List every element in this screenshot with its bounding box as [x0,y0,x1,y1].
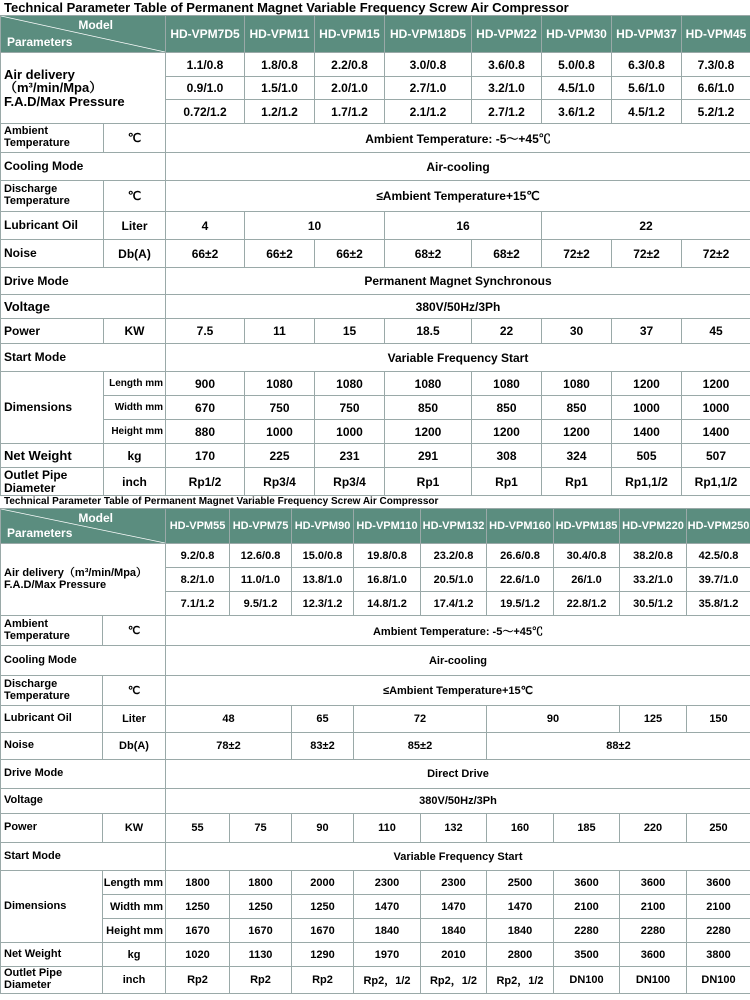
air-value: 6.3/0.8 [612,53,682,77]
air-value: 38.2/0.8 [620,544,687,568]
length-value: 1200 [682,372,750,396]
dimensions-label: Dimensions [1,372,104,444]
length-label: Length mm [104,372,166,396]
noise-row [1,733,750,760]
voltage-label: Voltage [1,295,166,319]
air-value: 4.5/1.2 [612,100,682,124]
air-value: 1.7/1.2 [315,100,385,124]
corner-parameters-label: Parameters [7,526,73,540]
ambient-value: Ambient Temperature: -5～+45℃ [166,616,750,646]
ambient-label: Ambient Temperature [1,616,103,646]
model-header: HD-VPM7D5 [166,16,245,53]
cooling-value: Air-cooling [166,646,750,676]
noise-row [1,240,750,268]
air-value: 3.2/1.0 [472,77,542,100]
outlet-value: Rp1 [542,468,612,496]
outlet-value: Rp3/4 [315,468,385,496]
air-value: 19.5/1.2 [487,592,554,616]
air-value: 2.0/1.0 [315,77,385,100]
weight-unit: kg [104,444,166,468]
length-value: 2300 [354,871,421,895]
power-value: 132 [421,814,487,843]
start-label: Start Mode [1,344,166,372]
header-corner [1,16,166,53]
weight-value: 3800 [687,943,750,967]
spec-table-1 [0,15,750,496]
power-value: 110 [354,814,421,843]
height-label: Height mm [103,919,166,943]
power-value: 90 [292,814,354,843]
width-value: 750 [245,396,315,420]
oil-value: 4 [166,212,245,240]
spec-table-2 [0,508,750,994]
height-value: 2280 [687,919,750,943]
air-value: 7.1/1.2 [166,592,230,616]
oil-row [1,212,750,240]
drive-value: Permanent Magnet Synchronous [166,268,750,295]
length-value: 1080 [472,372,542,396]
weight-value: 1970 [354,943,421,967]
outlet-value: Rp1/2 [166,468,245,496]
cooling-label: Cooling Mode [1,646,166,676]
air-value: 39.7/1.0 [687,568,750,592]
height-value: 2280 [554,919,620,943]
model-header: HD-VPM30 [542,16,612,53]
air-value: 9.2/0.8 [166,544,230,568]
height-value: 1840 [487,919,554,943]
width-label: Width mm [103,895,166,919]
discharge-value: ≤Ambient Temperature+15℃ [166,676,750,706]
air-value: 33.2/1.0 [620,568,687,592]
weight-label: Net Weight [1,943,103,967]
power-row [1,319,750,344]
oil-value: 22 [542,212,750,240]
length-value: 2500 [487,871,554,895]
air-value: 19.8/0.8 [354,544,421,568]
noise-value: 72±2 [542,240,612,268]
air-value: 1.8/0.8 [245,53,315,77]
power-value: 160 [487,814,554,843]
weight-value: 231 [315,444,385,468]
outlet-value: Rp2，1/2 [421,967,487,994]
width-value: 2100 [554,895,620,919]
noise-value: 68±2 [472,240,542,268]
model-header: HD-VPM22 [472,16,542,53]
air-delivery-row [1,53,750,77]
discharge-row [1,181,750,212]
air-value: 1.5/1.0 [245,77,315,100]
height-value: 880 [166,420,245,444]
length-value: 3600 [620,871,687,895]
oil-value: 10 [245,212,385,240]
model-header: HD-VPM75 [230,509,292,544]
length-value: 1080 [385,372,472,396]
oil-value: 125 [620,706,687,733]
discharge-unit: ℃ [104,181,166,212]
oil-unit: Liter [103,706,166,733]
model-header: HD-VPM185 [554,509,620,544]
power-value: 220 [620,814,687,843]
weight-unit: kg [103,943,166,967]
length-value: 1200 [612,372,682,396]
voltage-row [1,789,750,814]
start-row [1,843,750,871]
oil-value: 65 [292,706,354,733]
drive-value: Direct Drive [166,760,750,789]
power-value: 11 [245,319,315,344]
height-value: 1670 [292,919,354,943]
drive-row [1,760,750,789]
length-value: 900 [166,372,245,396]
width-value: 1250 [292,895,354,919]
outlet-value: Rp2 [166,967,230,994]
width-value: 1250 [230,895,292,919]
noise-value: 88±2 [487,733,750,760]
model-header: HD-VPM18D5 [385,16,472,53]
air-value: 4.5/1.0 [542,77,612,100]
outlet-value: Rp2 [230,967,292,994]
discharge-label: Discharge Temperature [1,676,103,706]
noise-value: 66±2 [166,240,245,268]
air-value: 42.5/0.8 [687,544,750,568]
power-value: 22 [472,319,542,344]
weight-value: 3500 [554,943,620,967]
width-row [1,396,750,420]
weight-value: 2010 [421,943,487,967]
noise-label: Noise [1,240,104,268]
outlet-value: DN100 [620,967,687,994]
weight-value: 170 [166,444,245,468]
noise-label: Noise [1,733,103,760]
air-value: 2.7/1.2 [472,100,542,124]
weight-label: Net Weight [1,444,104,468]
length-value: 1080 [245,372,315,396]
ambient-row [1,124,750,153]
air-value: 2.7/1.0 [385,77,472,100]
model-header: HD-VPM90 [292,509,354,544]
height-value: 1400 [612,420,682,444]
power-unit: KW [103,814,166,843]
air-value: 26/1.0 [554,568,620,592]
air-value: 15.0/0.8 [292,544,354,568]
voltage-label: Voltage [1,789,166,814]
air-value: 2.1/1.2 [385,100,472,124]
air-value: 23.2/0.8 [421,544,487,568]
outlet-value: Rp1,1/2 [682,468,750,496]
noise-value: 72±2 [612,240,682,268]
outlet-unit: inch [104,468,166,496]
air-delivery-label: Air delivery （m³/min/Mpa） F.A.D/Max Pressure [1,53,166,124]
ambient-row [1,616,750,646]
weight-value: 324 [542,444,612,468]
height-value: 1400 [682,420,750,444]
start-value: Variable Frequency Start [166,344,750,372]
air-value: 11.0/1.0 [230,568,292,592]
height-value: 1670 [230,919,292,943]
height-value: 1000 [245,420,315,444]
table2-title: Technical Parameter Table of Permanent Magnet Variable Frequency Screw Air Compressor [4,496,439,507]
air-value: 3.6/1.2 [542,100,612,124]
ambient-label: Ambient Temperature [1,124,104,153]
length-value: 2000 [292,871,354,895]
model-header: HD-VPM220 [620,509,687,544]
noise-value: 83±2 [292,733,354,760]
power-value: 250 [687,814,750,843]
noise-value: 72±2 [682,240,750,268]
air-value: 26.6/0.8 [487,544,554,568]
oil-value: 72 [354,706,487,733]
weight-value: 308 [472,444,542,468]
oil-row [1,706,750,733]
power-label: Power [1,319,104,344]
air-value: 16.8/1.0 [354,568,421,592]
air-value: 1.2/1.2 [245,100,315,124]
oil-label: Lubricant Oil [1,706,103,733]
power-value: 55 [166,814,230,843]
outlet-value: Rp2，1/2 [354,967,421,994]
length-value: 1080 [315,372,385,396]
length-value: 2300 [421,871,487,895]
air-delivery-row [1,544,750,568]
height-value: 1000 [315,420,385,444]
model-header: HD-VPM11 [245,16,315,53]
outlet-value: Rp2，1/2 [487,967,554,994]
air-value: 5.2/1.2 [682,100,750,124]
cooling-value: Air-cooling [166,153,750,181]
voltage-row [1,295,750,319]
model-header: HD-VPM37 [612,16,682,53]
corner-model-label: Model [78,511,113,525]
outlet-value: DN100 [554,967,620,994]
length-value: 1800 [166,871,230,895]
width-value: 1000 [682,396,750,420]
power-value: 30 [542,319,612,344]
air-value: 0.9/1.0 [166,77,245,100]
height-value: 1840 [354,919,421,943]
dimensions-label: Dimensions [1,871,103,943]
ambient-unit: ℃ [104,124,166,153]
outlet-label: Outlet Pipe Diameter [1,468,104,496]
model-header: HD-VPM250 [687,509,750,544]
air-value: 3.0/0.8 [385,53,472,77]
weight-value: 3600 [620,943,687,967]
discharge-unit: ℃ [103,676,166,706]
start-value: Variable Frequency Start [166,843,750,871]
weight-value: 225 [245,444,315,468]
noise-unit: Db(A) [103,733,166,760]
width-value: 850 [385,396,472,420]
outlet-unit: inch [103,967,166,994]
voltage-value: 380V/50Hz/3Ph [166,789,750,814]
ambient-value: Ambient Temperature: -5～+45℃ [166,124,750,153]
power-value: 37 [612,319,682,344]
cooling-label: Cooling Mode [1,153,166,181]
discharge-label: Discharge Temperature [1,181,104,212]
outlet-value: Rp1 [472,468,542,496]
noise-value: 85±2 [354,733,487,760]
outlet-value: Rp1 [385,468,472,496]
model-header: HD-VPM132 [421,509,487,544]
power-unit: KW [104,319,166,344]
noise-value: 66±2 [245,240,315,268]
weight-value: 1020 [166,943,230,967]
noise-unit: Db(A) [104,240,166,268]
air-value: 22.8/1.2 [554,592,620,616]
length-value: 3600 [687,871,750,895]
air-value: 14.8/1.2 [354,592,421,616]
outlet-value: Rp2 [292,967,354,994]
air-value: 5.0/0.8 [542,53,612,77]
outlet-label: Outlet Pipe Diameter [1,967,103,994]
width-value: 850 [472,396,542,420]
air-value: 20.5/1.0 [421,568,487,592]
weight-row [1,444,750,468]
start-row [1,344,750,372]
noise-value: 68±2 [385,240,472,268]
air-value: 2.2/0.8 [315,53,385,77]
oil-unit: Liter [104,212,166,240]
air-value: 17.4/1.2 [421,592,487,616]
air-value: 30.4/0.8 [554,544,620,568]
width-value: 1000 [612,396,682,420]
length-value: 1080 [542,372,612,396]
model-header-row [1,16,750,53]
header-corner [1,509,166,544]
height-row [1,919,750,943]
air-delivery-label: Air delivery（m³/min/Mpa） F.A.D/Max Pressure [1,544,166,616]
air-value: 22.6/1.0 [487,568,554,592]
air-value: 35.8/1.2 [687,592,750,616]
cooling-row [1,153,750,181]
power-value: 15 [315,319,385,344]
power-value: 45 [682,319,750,344]
height-row [1,420,750,444]
width-row [1,895,750,919]
voltage-value: 380V/50Hz/3Ph [166,295,750,319]
weight-value: 505 [612,444,682,468]
weight-value: 1290 [292,943,354,967]
height-value: 1200 [542,420,612,444]
air-value: 5.6/1.0 [612,77,682,100]
cooling-row [1,646,750,676]
air-value: 9.5/1.2 [230,592,292,616]
model-header: HD-VPM45 [682,16,750,53]
model-header: HD-VPM15 [315,16,385,53]
weight-value: 291 [385,444,472,468]
width-label: Width mm [104,396,166,420]
model-header: HD-VPM55 [166,509,230,544]
weight-value: 2800 [487,943,554,967]
weight-value: 507 [682,444,750,468]
table1-title: Technical Parameter Table of Permanent Magnet Variable Frequency Screw Air Compressor [4,0,569,15]
width-value: 670 [166,396,245,420]
length-label: Length mm [103,871,166,895]
air-value: 7.3/0.8 [682,53,750,77]
corner-parameters-label: Parameters [7,35,73,49]
height-value: 1840 [421,919,487,943]
power-value: 7.5 [166,319,245,344]
width-value: 1470 [487,895,554,919]
oil-value: 90 [487,706,620,733]
length-row [1,372,750,396]
height-value: 1200 [472,420,542,444]
drive-label: Drive Mode [1,760,166,789]
air-value: 6.6/1.0 [682,77,750,100]
width-value: 1470 [354,895,421,919]
model-header: HD-VPM110 [354,509,421,544]
air-value: 8.2/1.0 [166,568,230,592]
start-label: Start Mode [1,843,166,871]
model-header-row [1,509,750,544]
power-row [1,814,750,843]
air-value: 3.6/0.8 [472,53,542,77]
oil-value: 48 [166,706,292,733]
air-value: 12.6/0.8 [230,544,292,568]
length-row [1,871,750,895]
length-value: 1800 [230,871,292,895]
width-value: 1470 [421,895,487,919]
model-header: HD-VPM160 [487,509,554,544]
width-value: 850 [542,396,612,420]
height-value: 1200 [385,420,472,444]
height-value: 2280 [620,919,687,943]
air-value: 12.3/1.2 [292,592,354,616]
weight-value: 1130 [230,943,292,967]
power-value: 185 [554,814,620,843]
width-value: 2100 [687,895,750,919]
width-value: 2100 [620,895,687,919]
oil-label: Lubricant Oil [1,212,104,240]
air-value: 0.72/1.2 [166,100,245,124]
outlet-value: Rp3/4 [245,468,315,496]
height-value: 1670 [166,919,230,943]
outlet-row [1,468,750,496]
height-label: Height mm [104,420,166,444]
outlet-row [1,967,750,994]
outlet-value: DN100 [687,967,750,994]
drive-label: Drive Mode [1,268,166,295]
air-value: 13.8/1.0 [292,568,354,592]
power-label: Power [1,814,103,843]
power-value: 75 [230,814,292,843]
drive-row [1,268,750,295]
width-value: 750 [315,396,385,420]
corner-model-label: Model [78,18,113,32]
width-value: 1250 [166,895,230,919]
air-value: 1.1/0.8 [166,53,245,77]
power-value: 18.5 [385,319,472,344]
outlet-value: Rp1,1/2 [612,468,682,496]
discharge-row [1,676,750,706]
weight-row [1,943,750,967]
oil-value: 16 [385,212,542,240]
oil-value: 150 [687,706,750,733]
noise-value: 66±2 [315,240,385,268]
ambient-unit: ℃ [103,616,166,646]
discharge-value: ≤Ambient Temperature+15℃ [166,181,750,212]
air-value: 30.5/1.2 [620,592,687,616]
length-value: 3600 [554,871,620,895]
noise-value: 78±2 [166,733,292,760]
